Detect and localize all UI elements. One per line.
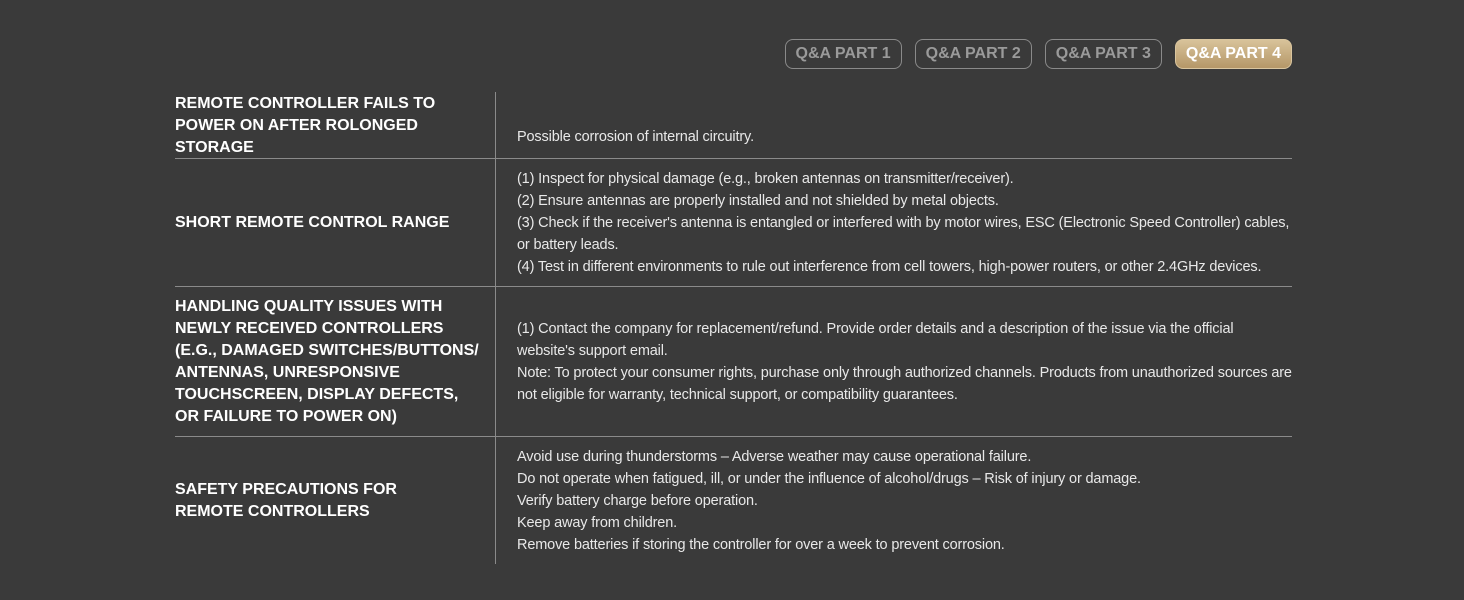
qa-row-quality-issues bbox=[175, 286, 1292, 436]
tab-qa-part-2[interactable]: Q&A PART 2 bbox=[915, 39, 1032, 69]
answer-line: (1) Inspect for physical damage (e.g., broken antennas on transmitter/receiver). bbox=[517, 170, 1014, 187]
answer-line: (3) Check if the receiver's antenna is entangled or interfered with by motor wires, ESC (Electronic Speed Controller) cables, or battery leads. bbox=[517, 214, 1290, 253]
qa-answer bbox=[496, 437, 1292, 564]
qa-row-storage-power bbox=[175, 92, 1292, 158]
qa-question: HANDLING QUALITY ISSUES WITH NEWLY RECEIVED CONTROLLERS (E.G., DAMAGED SWITCHES/BUTTONS/ ANTENNAS, UNRESPONSIVE TOUCHSCREEN, DISPLAY DEFECTS, OR FAILURE TO POWER ON) bbox=[175, 287, 496, 436]
qa-question: SAFETY PRECAUTIONS FOR REMOTE CONTROLLERS bbox=[175, 437, 496, 564]
qa-table bbox=[175, 92, 1292, 564]
answer-line: Do not operate when fatigued, ill, or under the influence of alcohol/drugs – Risk of injury or damage. bbox=[517, 470, 1141, 487]
tab-qa-part-1[interactable]: Q&A PART 1 bbox=[785, 39, 902, 69]
qa-answer bbox=[496, 287, 1292, 436]
qa-part-tabs bbox=[785, 39, 1293, 69]
answer-line: Verify battery charge before operation. bbox=[517, 492, 758, 509]
qa-question: REMOTE CONTROLLER FAILS TO POWER ON AFTER ROLONGED STORAGE bbox=[175, 92, 496, 158]
answer-line: Possible corrosion of internal circuitry. bbox=[517, 129, 754, 145]
answer-line: Remove batteries if storing the controller for over a week to prevent corrosion. bbox=[517, 536, 1005, 553]
answer-line: (1) Contact the company for replacement/refund. Provide order details and a description of the issue via the official website's support email. bbox=[517, 320, 1234, 359]
answer-line: Avoid use during thunderstorms – Adverse weather may cause operational failure. bbox=[517, 448, 1032, 465]
qa-answer bbox=[496, 159, 1292, 286]
answer-line: (4) Test in different environments to rule out interference from cell towers, high-power routers, or other 2.4GHz devices. bbox=[517, 258, 1262, 275]
qa-row-safety bbox=[175, 436, 1292, 564]
answer-line: Keep away from children. bbox=[517, 514, 678, 531]
qa-row-range bbox=[175, 158, 1292, 286]
answer-line: (2) Ensure antennas are properly installed and not shielded by metal objects. bbox=[517, 192, 999, 209]
tab-qa-part-3[interactable]: Q&A PART 3 bbox=[1045, 39, 1162, 69]
tab-qa-part-4[interactable]: Q&A PART 4 bbox=[1175, 39, 1292, 69]
qa-question: SHORT REMOTE CONTROL RANGE bbox=[175, 159, 496, 286]
answer-note: Note: To protect your consumer rights, purchase only through authorized channels. Products from unauthorized sources are not eligible for warranty, technical support, or compatibility guarantees. bbox=[517, 364, 1292, 403]
qa-answer bbox=[496, 92, 1292, 158]
